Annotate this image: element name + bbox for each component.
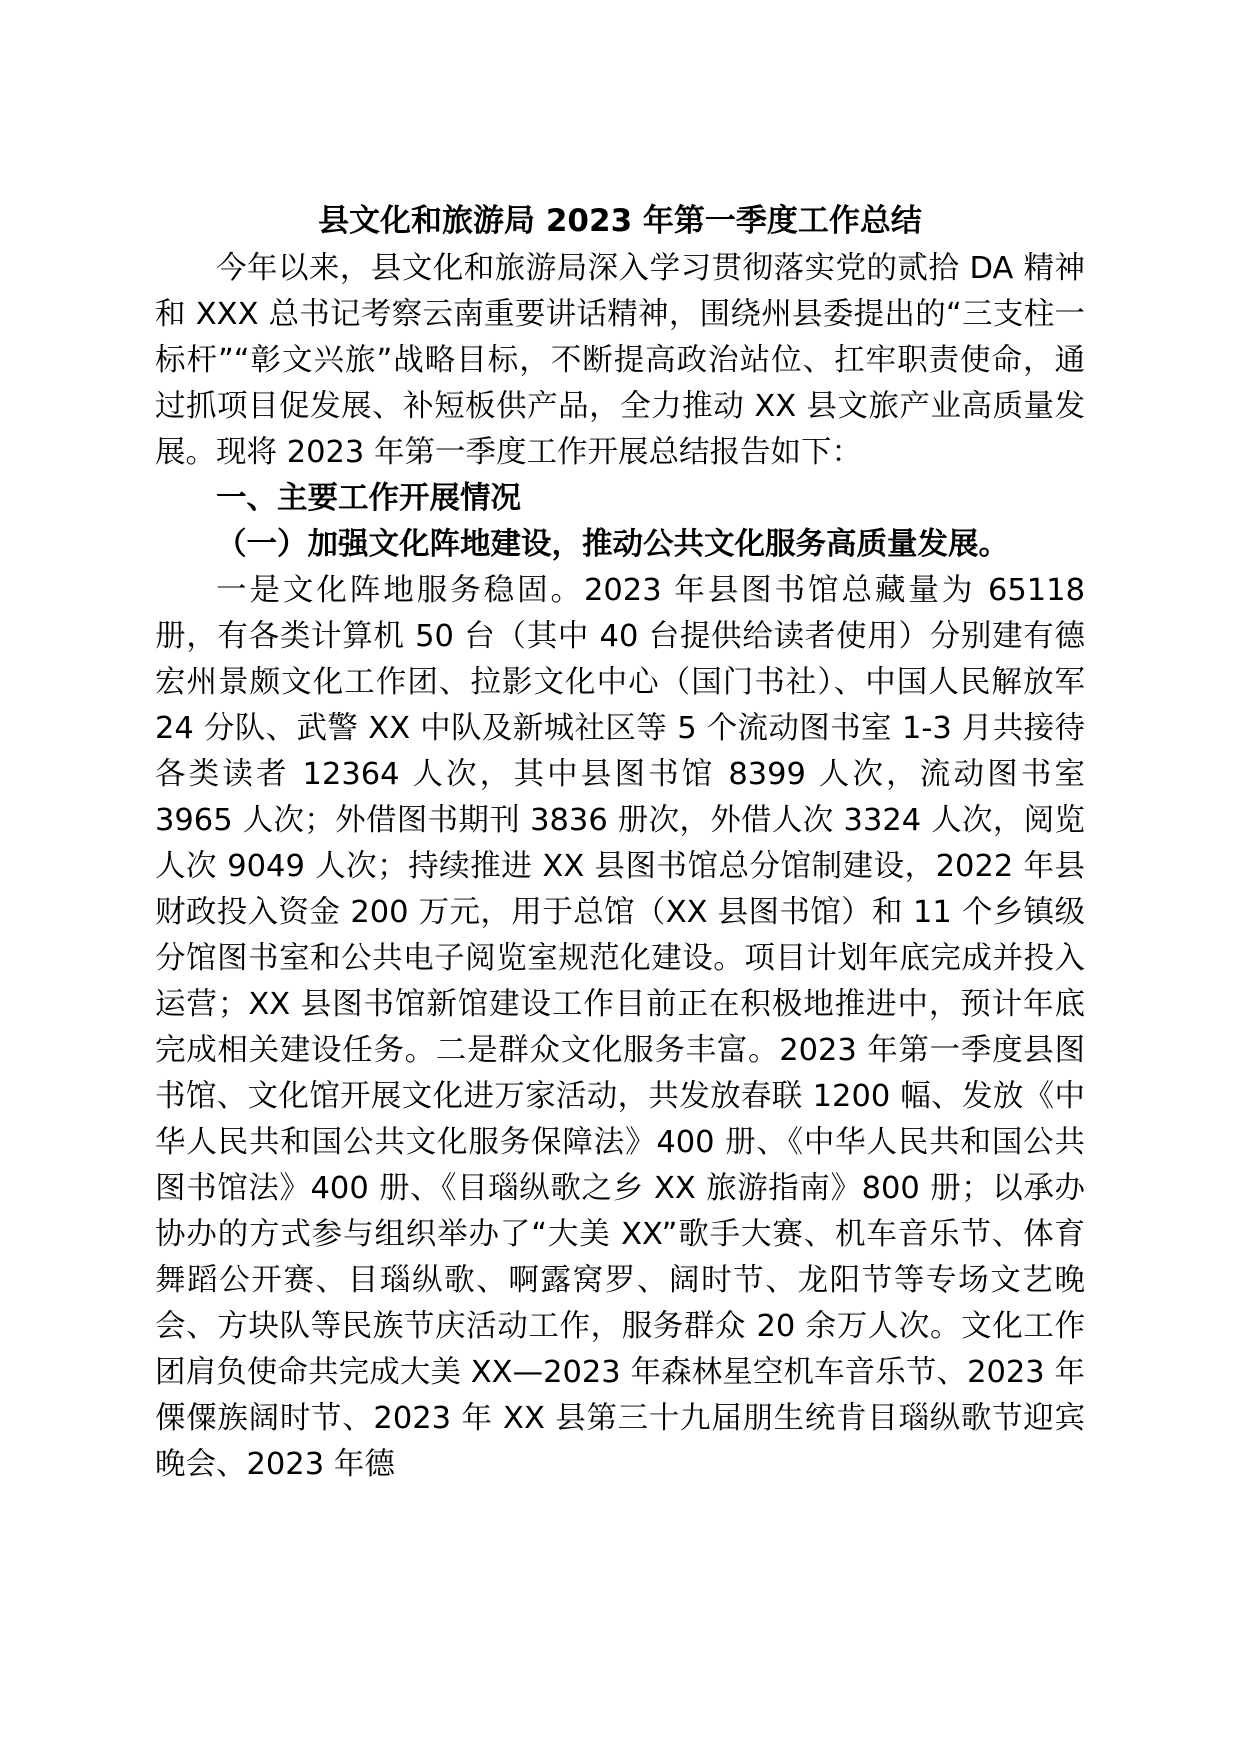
section-heading: 一、主要工作开展情况 xyxy=(216,481,521,516)
intro-paragraph: 今年以来，县文化和旅游局深入学习贯彻落实党的贰拾 DA 精神和 XXX 总书记考察云南重要讲话精神，围绕州县委提出的“三支柱一标杆”“彰文兴旅”战略目标，不断提高政治站位、扛牢职责使命，通过抓项目促发展、补短板供产品，全力推动 XX 县文旅产业高质量发展。现将 2023 年第一季度工作开展总结报告如下： xyxy=(155,251,1085,470)
document-title: 县文化和旅游局 2023 年第一季度工作总结 xyxy=(318,203,922,239)
body-paragraph: 一是文化阵地服务稳固。2023 年县图书馆总藏量为 65118 册，有各类计算机 50 台（其中 40 台提供给读者使用）分别建有德宏州景颇文化工作团、拉影文化中心（国门书社）、中国人民解放军 24 分队、武警 XX 中队及新城社区等 5 个流动图书室 1-3 月共接待各类读者 12364 人次，其中县图书馆 8399 人次，流动图书室 3965 人次；外借图书期刊 3836 册次，外借人次 3324 人次，阅览人次 9049 人次；持续推进 XX 县图书馆总分馆制建设，2022 年县财政投入资金 200 万元，用于总馆（XX 县图书馆）和 11 个乡镇级分馆图书室和公共电子阅览室规范化建设。项目计划年底完成并投入运营；XX 县图书馆新馆建设工作目前正在积极地推进中，预计年底完成相关建设任务。二是群众文化服务丰富。2023 年第一季度县图书馆、文化馆开展文化进万家活动，共发放春联 1200 幅、发放《中华人民共和国公共文化服务保障法》400 册、《中华人民共和国公共图书馆法》400 册、《目瑙纵歌之乡 XX 旅游指南》800 册；以承办协办的方式参与组织举办了“大美 XX”歌手大赛、机车音乐节、体育舞蹈公开赛、目瑙纵歌、啊露窝罗、阔时节、龙阳节等专场文艺晚会、方块队等民族节庆活动工作，服务群众 20 余万人次。文化工作团肩负使命共完成大美 XX—2023 年森林星空机车音乐节、2023 年傈僳族阔时节、2023 年 XX 县第三十九届朋生统肯目瑙纵歌节迎宾晚会、2023 年德 xyxy=(155,573,1085,1482)
subsection-heading: （一）加强文化阵地建设，推动公共文化服务高质量发展。 xyxy=(216,527,1009,562)
document-page xyxy=(155,198,1085,1488)
